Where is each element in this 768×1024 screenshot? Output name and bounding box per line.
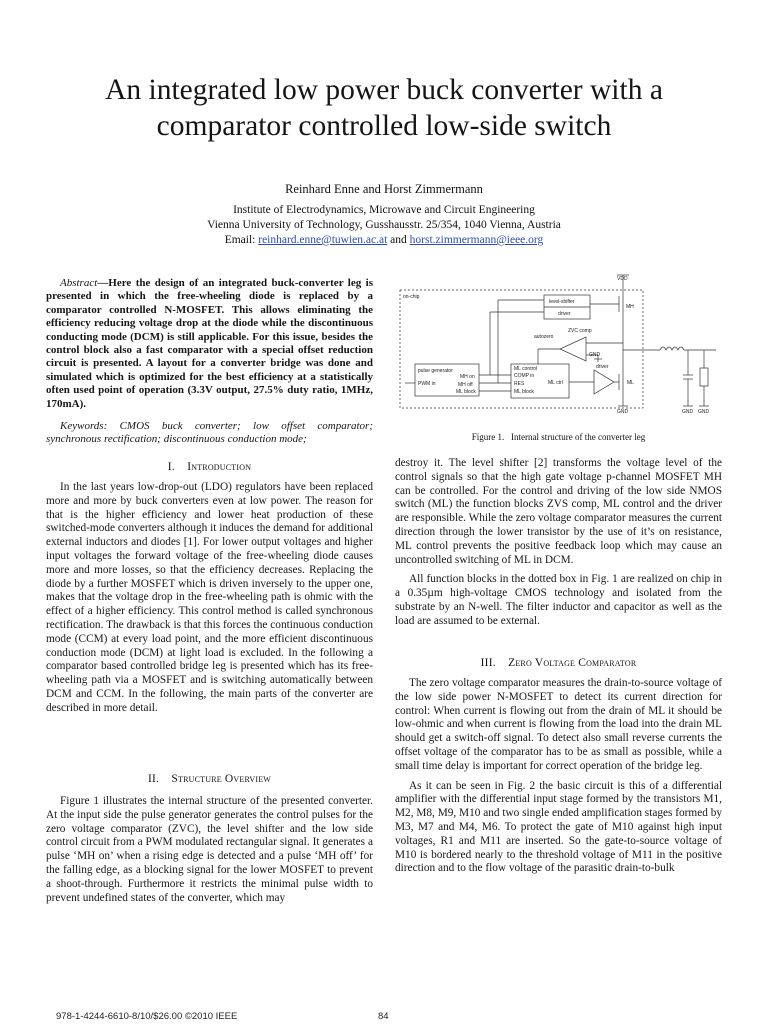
paragraph-zvc-1: The zero voltage comparator measures the drain-to-source voltage of the low side power N-MOSFET to detect its current direction for control: When current is flowing out from the drain of ML it should be low-ohmic and when current is flowing from the load into the drain ML should get a switch-off signal. To detect also small reverse currents the offset voltage of the comparator has to be as small as possible, while a small time delay is important for correct operation of the bridge leg. — [395, 677, 722, 772]
section-3-title: Zero Voltage Comparator — [508, 657, 637, 669]
paragraph-intro-1: In the last years low-drop-out (LDO) regulators have been replaced more and more by buck converters even at low power. The reason for that is the higher efficiency and lower heat production of these switched-mode converters although it induces the demand for additional external inductors and diodes [1]. For lower output voltages and higher input voltages the forward voltage of the free-wheeling diode causes more and more losses, so that the efficiency decreases. Replacing the diode by a further MOSFET which is driven inversely to the upper one, makes that the voltage drop in the free-wheeling path is ohmic with the effect of a higher efficiency. This control method is called synchronous rectification. The drawback is that this forces the continuous conduction mode (CCM) at every load point, and the more efficient discontinuous conduction mode (DCM) at light load is excluded. In the following a comparator based controlled bridge leg is presented which has its free-wheeling path via a MOSFET and is switching automatically between DCM and CCM. In the following, the main parts of the converter are described in more detail. — [46, 481, 373, 714]
email-link-enne[interactable]: reinhard.enne@tuwien.ac.at — [258, 234, 388, 246]
email-link-zimmermann[interactable]: horst.zimmermann@ieee.org — [409, 234, 544, 246]
paper-title — [40, 72, 728, 144]
affiliation-university: Vienna University of Technology, Gusshausstr. 25/354, 1040 Vienna, Austria — [207, 219, 561, 231]
section-heading-structure — [46, 773, 373, 785]
zvc-comparator-triangle — [560, 337, 586, 361]
label-ml: ML — [627, 380, 634, 386]
footer-isbn: 978-1-4244-6610-8/10/$26.00 ©2010 IEEE — [56, 1011, 238, 1022]
figure-1-caption — [395, 432, 722, 442]
abstract — [46, 277, 373, 411]
low-side-driver-triangle — [594, 370, 614, 394]
label-on-chip: on-chip — [403, 294, 420, 300]
paragraph-structure-2: destroy it. The level shifter [2] transforms the voltage level of the control signals so that the high gate voltage p-channel MOSFET MH can be controlled. For the control and driving of the low side NMOS switch (ML) the function blocks ZVS comp, ML control and the driver are responsible. While the zero voltage comparator measures the current direction through the lower transistor by the use of it’s on resistance, ML control prevents the positive feedback loop which may cause an uncontrolled switching of ML in DCM. — [395, 457, 722, 566]
introduction-body — [46, 481, 373, 716]
label-gnd-capacitor: GND — [682, 409, 694, 415]
section-heading-zvc — [395, 657, 722, 669]
label-gnd-ml: GND — [617, 409, 629, 415]
label-autozero: autozero — [534, 334, 554, 340]
label-level-shifter: level-shifter — [549, 299, 575, 305]
email-label: Email: — [224, 234, 259, 246]
label-mh-on: MH on — [460, 374, 475, 380]
label-driver-top: driver — [558, 311, 571, 317]
label-driver-bottom: driver — [596, 364, 609, 370]
filter-inductor — [660, 347, 684, 350]
label-pulse-generator: pulse generator — [418, 368, 453, 374]
label-pwm-in: PWM in — [418, 381, 436, 387]
abstract-text: —Here the design of an integrated buck-converter leg is presented in which the free-wheeling diode is replaced by a comparator controlled N-MOSFET. This allows eliminating the efficiency reducing voltage drop at the diode while the discontinuous conducting mode (DCM) is still applicable. For this issue, besides the control block also a fast comparator with a special offset reduction circuit is presented. A layout for a converter bridge was done and simulated which is optimized for the best efficiency at a statistically often used point of operation (3.3V output, 27.5% duty ratio, 1MHz, 170mA). — [46, 277, 373, 410]
keywords: Keywords: CMOS buck converter; low offset comparator; synchronous rectification; discontinuous conduction mode; — [46, 420, 373, 446]
label-gnd-zvc: GND — [589, 352, 601, 358]
paragraph-structure-1: Figure 1 illustrates the internal structure of the presented converter. At the input side the pulse generator generates the control pulses for the zero voltage comparator (ZVC), the level shifter and the low side control circuit from a PWM modulated rectangular signal. It generates a pulse ‘MH on’ when a rising edge is detected and a pulse ‘MH off’ for the falling edge, as a blocking signal for the lower MOSFET to prevent a shoot-through. Furthermore it restricts the minimal pulse width to prevent undefined states of the converter, which may — [46, 795, 373, 904]
load-resistor — [700, 368, 708, 386]
caption-text: Internal structure of the converter leg — [511, 432, 646, 442]
paragraph-structure-3: All function blocks in the dotted box in Fig. 1 are realized on chip in a 0.35µm high-voltage CMOS technology and isolated from the substrate by an N-well. The filter inductor and capacitor as well as the load are assumed to be external. — [395, 573, 722, 627]
label-zvc-comp: ZVC comp — [568, 328, 592, 334]
label-vdd: VDD — [617, 276, 628, 282]
authors: Reinhard Enne and Horst Zimmermann — [285, 182, 483, 196]
paragraph-zvc-2: As it can be seen in Fig. 2 the basic circuit is this of a differential amplifier with the differential input stage formed by the transistors M1, M2, M8, M9, M10 and two single ended amplification stages formed by M3, M7 and M4, M6. To protect the gate of M10 against high input voltages, R1 and M11 are inserted. So the gate-to-source voltage of M10 is bordered nearly to the threshold voltage of M11 in the positive direction and to the flow voltage of the parasitic drain-to-bulk — [395, 779, 722, 875]
section-2-number: II. — [147, 773, 160, 785]
zvc-body — [395, 677, 722, 876]
label-ml-control: ML control — [514, 366, 538, 372]
footer-page-number: 84 — [378, 1011, 389, 1022]
title-line-2: comparator controlled low-side switch — [156, 110, 612, 142]
title-line-1: An integrated low power buck converter with a — [105, 74, 663, 106]
caption-number: Figure 1. — [471, 432, 505, 442]
label-mh-off: MH off — [458, 382, 473, 388]
section-1-title: Introduction — [187, 461, 252, 473]
email-line — [0, 233, 768, 248]
section-3-number: III. — [480, 657, 496, 669]
label-ml-block-mc: ML block — [514, 389, 534, 395]
label-res: RES — [514, 381, 525, 387]
structure-body — [46, 795, 373, 905]
section-heading-introduction — [46, 461, 373, 473]
abstract-block — [46, 277, 373, 447]
affiliation-institute: Institute of Electrodynamics, Microwave and Circuit Engineering — [233, 204, 535, 216]
abstract-lead: Abstract — [60, 277, 98, 289]
label-gnd-load: GND — [698, 409, 710, 415]
figure-1-schematic — [398, 272, 728, 422]
label-mh: MH — [626, 304, 634, 310]
label-ml-ctrl: ML ctrl — [548, 380, 563, 386]
section-1-number: I. — [167, 461, 175, 473]
label-ml-block-pg: ML block — [456, 389, 476, 395]
label-comp-in: COMP in — [514, 373, 535, 379]
section-2-title: Structure Overview — [171, 773, 272, 785]
structure-body-continued — [395, 457, 722, 629]
email-and: and — [387, 234, 410, 246]
